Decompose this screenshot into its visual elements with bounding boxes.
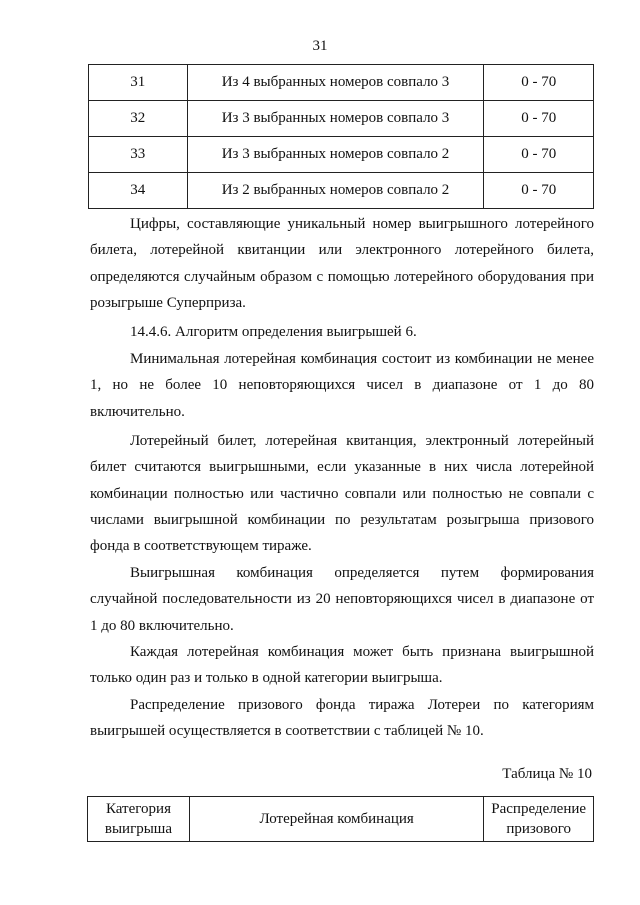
table-row <box>89 173 594 209</box>
distribution-range: 0 - 70 <box>484 101 594 137</box>
distribution-range: 0 - 70 <box>484 173 594 209</box>
paragraph-single-category: Каждая лотерейная комбинация может быть признана выигрышной только один раз и только в одной категории выигрыша. <box>90 644 594 687</box>
category-number: 34 <box>89 173 188 209</box>
table-10 <box>87 796 594 842</box>
table-header-row <box>88 797 594 842</box>
distribution-range: 0 - 70 <box>484 65 594 101</box>
category-number: 33 <box>89 137 188 173</box>
paragraph-prize-fund-distribution: Распределение призового фонда тиража Лотереи по категориям выигрышей осуществляется в соответствии с таблицей № 10. <box>90 697 594 740</box>
combination-description: Из 2 выбранных номеров совпало 2 <box>187 173 484 209</box>
paragraph-superprize-numbers: Цифры, составляющие уникальный номер выигрышного лотерейного билета, лотерейной квитанции или электронного лотерейного билета, определяются случайным образом с помощью лотерейного оборудования при розыгрыше Суперприза. <box>90 216 594 311</box>
table-row <box>89 65 594 101</box>
paragraph-minimal-combination: Минимальная лотерейная комбинация состоит из комбинации не менее 1, но не более 10 неповторяющихся чисел в диапазоне от 1 до 80 включительно. <box>90 351 594 420</box>
page-number: 31 <box>312 38 328 54</box>
category-number: 32 <box>89 101 188 137</box>
header-lottery-combination: Лотерейная комбинация <box>189 797 483 842</box>
combination-description: Из 4 выбранных номеров совпало 3 <box>187 65 484 101</box>
header-prize-category: Категория выигрыша <box>88 797 190 842</box>
header-prize-distribution: Распределение призового <box>484 797 594 842</box>
category-number: 31 <box>89 65 188 101</box>
paragraph-section-heading: 14.4.6. Алгоритм определения выигрышей 6. <box>130 324 417 340</box>
table-row <box>89 101 594 137</box>
table-caption: Таблица № 10 <box>502 766 592 782</box>
combination-description: Из 3 выбранных номеров совпало 3 <box>187 101 484 137</box>
paragraph-winning-combination: Выигрышная комбинация определяется путем формирования случайной последовательности из 20 неповторяющихся чисел в диапазоне от 1 до 80 включительно. <box>90 565 594 634</box>
prize-categories-table <box>88 64 594 209</box>
table-row <box>89 137 594 173</box>
distribution-range: 0 - 70 <box>484 137 594 173</box>
paragraph-winning-ticket: Лотерейный билет, лотерейная квитанция, электронный лотерейный билет считаются выигрышными, если указанные в них числа лотерейной комбинации полностью или частично совпали или полностью не совпали с числами выигрышной комбинации по результатам розыгрыша призового фонда в соответствующем тираже. <box>90 433 594 555</box>
combination-description: Из 3 выбранных номеров совпало 2 <box>187 137 484 173</box>
